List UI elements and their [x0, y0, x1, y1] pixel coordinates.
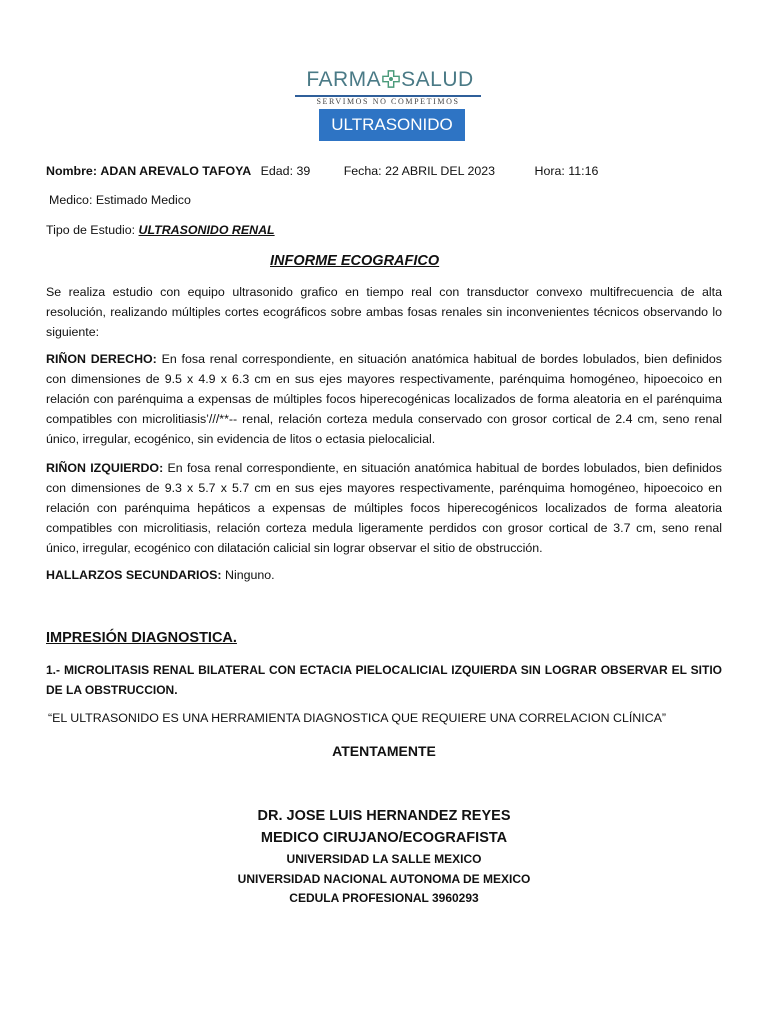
patient-name: ADAN AREVALO TAFOYA: [100, 164, 252, 178]
diagnosis-item-1: 1.- MICROLITASIS RENAL BILATERAL CON ECTACIA PIELOCALICIAL IZQUIERDA SIN LOGRAR OBSERVAR EL SITIO DE LA OBSTRUCCION.: [46, 663, 722, 697]
logo: [285, 62, 495, 144]
time-label: Hora:: [534, 164, 565, 178]
clinical-note: “EL ULTRASONIDO ES UNA HERRAMIENTA DIAGNOSTICA QUE REQUIERE UNA CORRELACION CLÍNICA”: [48, 711, 667, 725]
closing: ATENTAMENTE: [332, 743, 436, 759]
university-2: UNIVERSIDAD NACIONAL AUTONOMA DE MEXICO: [237, 872, 531, 886]
report-time: 11:16: [568, 164, 599, 178]
logo-brand: [295, 68, 485, 94]
right-kidney-paragraph: [46, 349, 722, 449]
logo-section-label: ULTRASONIDO: [319, 109, 465, 141]
report-intro: Se realiza estudio con equipo ultrasonido grafico en tiempo real con transductor convexo multifrecuencia de alta resolución, realizando múltiples cortes ecográficos sobre ambas fosas renales sin inconvenientes técnicos observando lo siguiente:: [46, 285, 722, 339]
report-title: INFORME ECOGRAFICO: [270, 253, 440, 269]
doctor-signature-name: DR. JOSE LUIS HERNANDEZ REYES: [257, 808, 511, 824]
patient-header: [46, 161, 598, 181]
left-kidney-text: En fosa renal correspondiente, en situación anatómica habitual de bordes lobulados, bien definidos con dimensiones de 9.3 x 5.7 x 5.7 cm en sus ejes mayores respectivamente, parénquima homogéneo, hipoecoico en relación con parénquima hepáticos a expensas de múltiples focos hiperecogénicos localizados de forma aleatoria compatibles con microlitiasis, relación corteza medula ligeramente perdidos con grosor cortical de 3.7 cm, seno renal único, irregular, ecogénico con dilatación calicial sin lograr observar el sitio de obstrucción.: [46, 461, 722, 555]
study-line: [46, 220, 275, 240]
logo-slogan: SERVIMOS NO COMPETIMOS: [316, 97, 460, 106]
logo-brand-right: SALUD: [401, 68, 474, 91]
diagnosis-title: IMPRESIÓN DIAGNOSTICA.: [46, 630, 237, 646]
left-kidney-paragraph: [46, 458, 722, 558]
secondary-findings: [46, 565, 275, 585]
medical-cross-icon: [382, 70, 400, 88]
right-kidney-text: En fosa renal correspondiente, en situación anatómica habitual de bordes lobulados, bien definidos con dimensiones de 9.5 x 4.9 x 6.3 cm en sus ejes mayores respectivamente, parénquima homogéneo, hipoecoico en relación con parénquima a expensas de múltiples focos hiperecogénicas localizados de forma aleatoria en el parénquima compatibles con microlitiasis’///**-- renal, relación corteza medula conservado con grosor cortical de 2.4 cm, seno renal único, irregular, ecogénico, sin evidencia de litos o ectasia pielocalicial.: [46, 352, 722, 446]
logo-brand-left: FARMA: [306, 68, 382, 91]
right-kidney-label: RIÑON DERECHO:: [46, 352, 157, 366]
patient-age: 39: [296, 164, 311, 178]
university-1: UNIVERSIDAD LA SALLE MEXICO: [286, 852, 482, 866]
secondary-findings-label: HALLARZOS SECUNDARIOS:: [46, 568, 222, 582]
study-label: Tipo de Estudio:: [46, 223, 136, 237]
study-type: ULTRASONIDO RENAL: [138, 223, 275, 237]
secondary-findings-text: Ninguno.: [225, 568, 275, 582]
name-label: Nombre:: [46, 164, 97, 178]
doctor-name: Estimado Medico: [95, 193, 191, 207]
professional-license: CEDULA PROFESIONAL 3960293: [289, 891, 479, 905]
left-kidney-label: RIÑON IZQUIERDO:: [46, 461, 164, 475]
doctor-signature-title: MEDICO CIRUJANO/ECOGRAFISTA: [260, 830, 508, 846]
report-date: 22 ABRIL DEL 2023: [385, 164, 496, 178]
date-label: Fecha:: [343, 164, 382, 178]
doctor-line: [49, 190, 191, 210]
age-label: Edad:: [260, 164, 294, 178]
doctor-label: Medico:: [49, 193, 93, 207]
